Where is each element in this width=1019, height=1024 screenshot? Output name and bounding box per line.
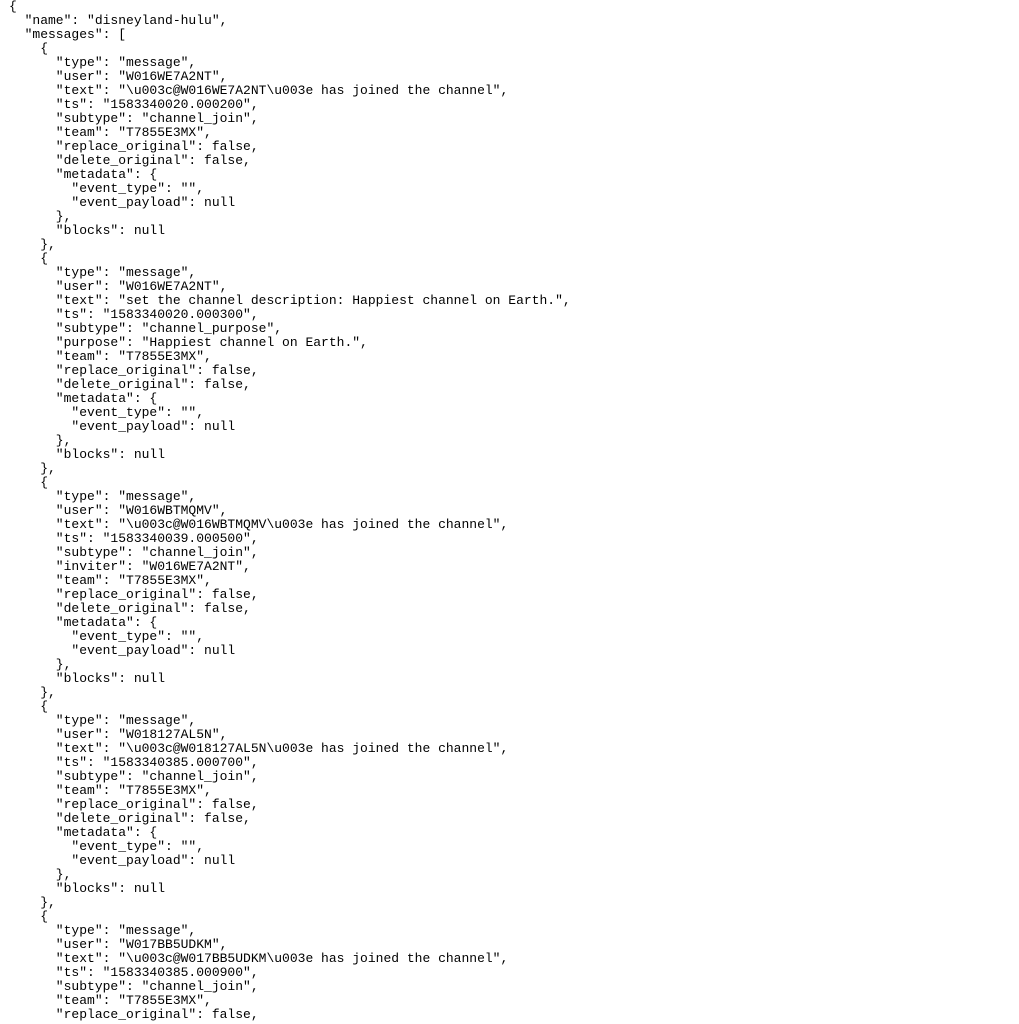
json-line: "event_payload": null — [9, 643, 236, 658]
json-line: "name": "disneyland-hulu", — [9, 13, 228, 28]
json-line: }, — [9, 895, 56, 910]
json-line: { — [9, 41, 49, 56]
json-line: "ts": "1583340385.000900", — [9, 965, 259, 980]
json-line: "delete_original": false, — [9, 153, 251, 168]
json-line: "subtype": "channel_join", — [9, 545, 259, 560]
json-line: "metadata": { — [9, 615, 158, 630]
json-line: "blocks": null — [9, 447, 166, 462]
json-line: "delete_original": false, — [9, 811, 251, 826]
json-line: "delete_original": false, — [9, 601, 251, 616]
json-line: "type": "message", — [9, 265, 197, 280]
json-line: "ts": "1583340020.000200", — [9, 97, 259, 112]
json-line: "user": "W018127AL5N", — [9, 727, 228, 742]
json-line: "metadata": { — [9, 391, 158, 406]
json-line: "replace_original": false, — [9, 363, 259, 378]
json-line: "team": "T7855E3MX", — [9, 573, 212, 588]
json-line: "replace_original": false, — [9, 1007, 259, 1022]
json-line: "subtype": "channel_join", — [9, 979, 259, 994]
json-line: "purpose": "Happiest channel on Earth.", — [9, 335, 368, 350]
json-line: "team": "T7855E3MX", — [9, 783, 212, 798]
json-line: "subtype": "channel_purpose", — [9, 321, 283, 336]
json-line: "event_type": "", — [9, 629, 205, 644]
json-line: { — [9, 0, 17, 14]
json-line: "replace_original": false, — [9, 139, 259, 154]
json-line: "type": "message", — [9, 55, 197, 70]
json-line: "blocks": null — [9, 881, 166, 896]
json-line: "team": "T7855E3MX", — [9, 993, 212, 1008]
json-line: "metadata": { — [9, 825, 158, 840]
json-line: "ts": "1583340385.000700", — [9, 755, 259, 770]
json-line: "delete_original": false, — [9, 377, 251, 392]
json-line: "type": "message", — [9, 923, 197, 938]
json-line: "messages": [ — [9, 27, 127, 42]
json-line: { — [9, 699, 49, 714]
json-line: "blocks": null — [9, 671, 166, 686]
json-line: "user": "W016WBTMQMV", — [9, 503, 228, 518]
json-line: { — [9, 251, 49, 266]
json-line: "ts": "1583340020.000300", — [9, 307, 259, 322]
json-line: "user": "W017BB5UDKM", — [9, 937, 228, 952]
json-line: "user": "W016WE7A2NT", — [9, 279, 228, 294]
json-line: "team": "T7855E3MX", — [9, 349, 212, 364]
json-line: "text": "\u003c@W017BB5UDKM\u003e has joined the channel", — [9, 951, 509, 966]
json-line: "subtype": "channel_join", — [9, 769, 259, 784]
json-line: "user": "W016WE7A2NT", — [9, 69, 228, 84]
json-line: }, — [9, 209, 72, 224]
json-line: "inviter": "W016WE7A2NT", — [9, 559, 251, 574]
json-line: "event_payload": null — [9, 853, 236, 868]
json-line: "ts": "1583340039.000500", — [9, 531, 259, 546]
json-line: }, — [9, 461, 56, 476]
json-line: "subtype": "channel_join", — [9, 111, 259, 126]
json-line: "event_type": "", — [9, 405, 205, 420]
json-line: "text": "\u003c@W016WBTMQMV\u003e has joined the channel", — [9, 517, 509, 532]
json-line: { — [9, 909, 49, 924]
json-line: "text": "\u003c@W018127AL5N\u003e has joined the channel", — [9, 741, 509, 756]
json-line: "event_payload": null — [9, 195, 236, 210]
json-line: "event_type": "", — [9, 839, 205, 854]
json-line: "text": "\u003c@W016WE7A2NT\u003e has joined the channel", — [9, 83, 509, 98]
json-line: }, — [9, 685, 56, 700]
json-line: "metadata": { — [9, 167, 158, 182]
json-line: }, — [9, 433, 72, 448]
json-line: "blocks": null — [9, 223, 166, 238]
json-line: "text": "set the channel description: Happiest channel on Earth.", — [9, 293, 571, 308]
json-line: "team": "T7855E3MX", — [9, 125, 212, 140]
json-line: }, — [9, 867, 72, 882]
json-line: "replace_original": false, — [9, 797, 259, 812]
json-line: "type": "message", — [9, 713, 197, 728]
json-line: }, — [9, 657, 72, 672]
json-line: "replace_original": false, — [9, 587, 259, 602]
json-line: { — [9, 475, 49, 490]
json-line: }, — [9, 237, 56, 252]
json-line: "event_type": "", — [9, 181, 205, 196]
json-line: "event_payload": null — [9, 419, 236, 434]
json-line: "type": "message", — [9, 489, 197, 504]
